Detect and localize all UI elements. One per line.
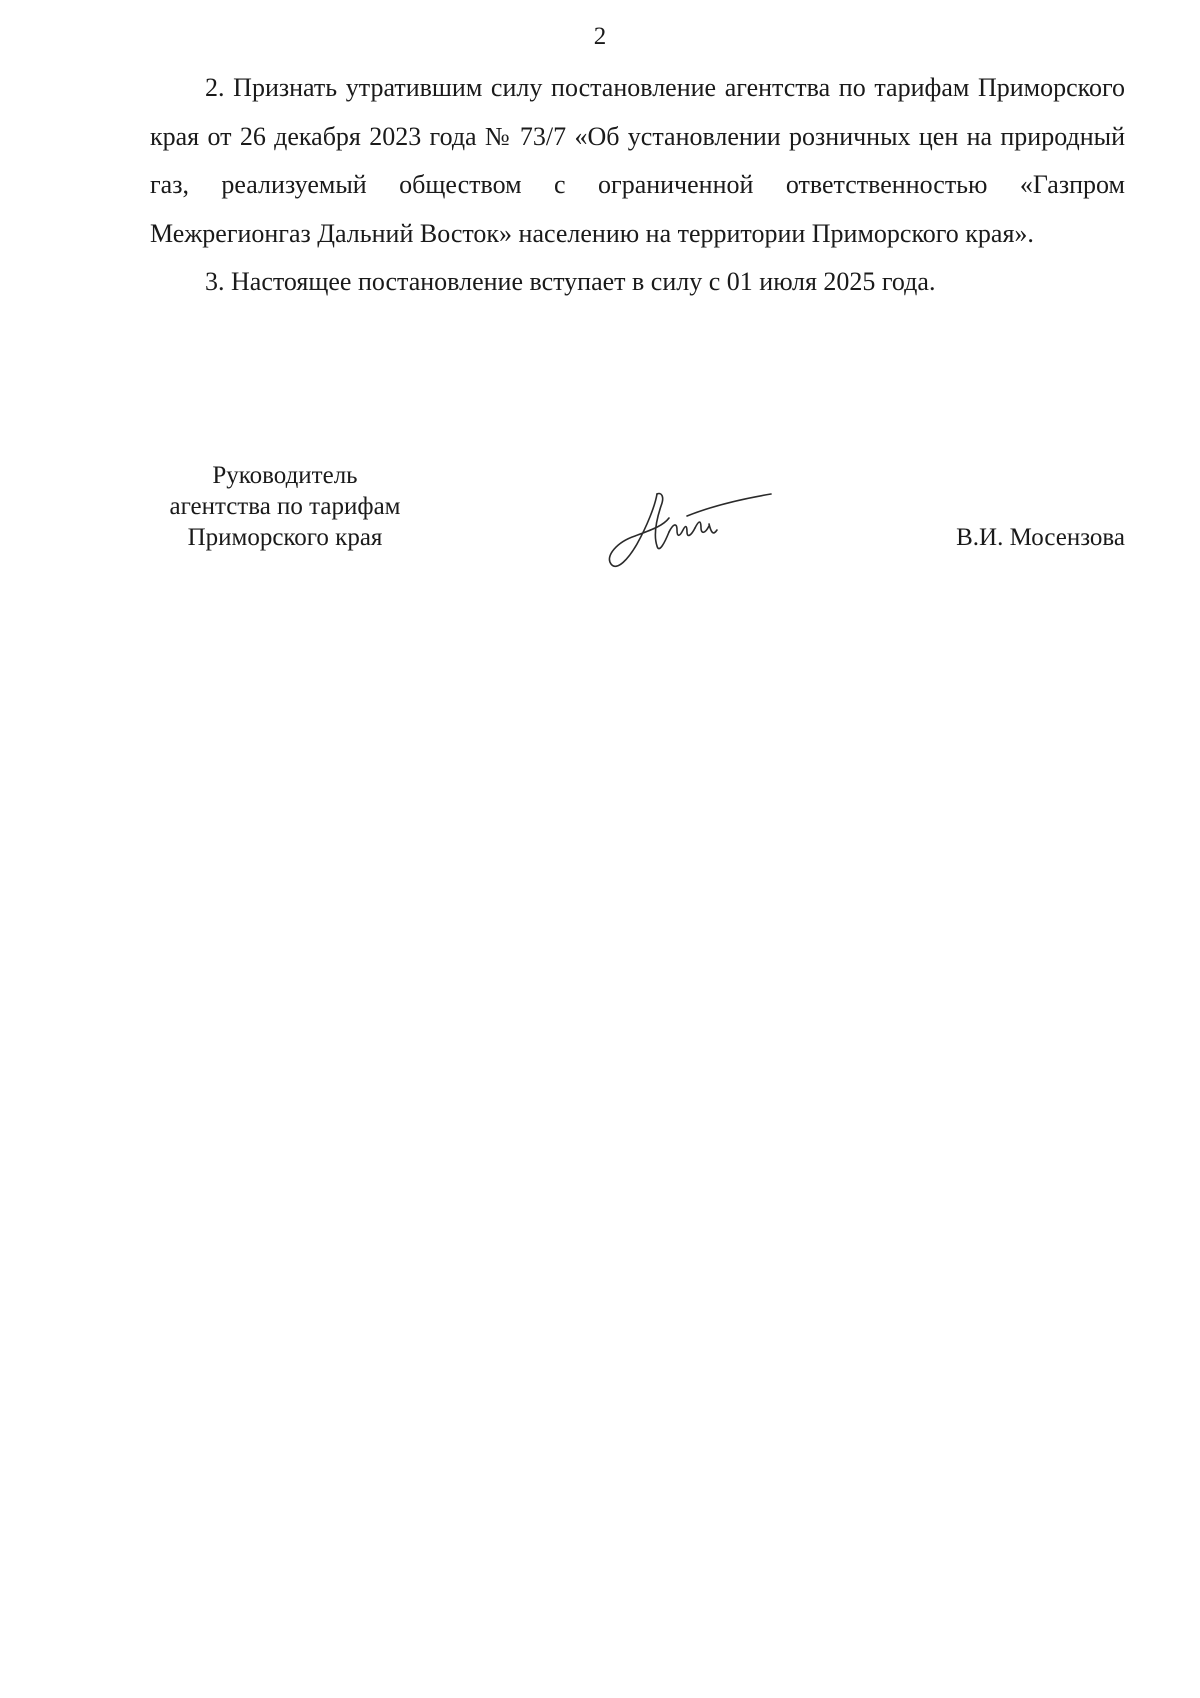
signatory-name: В.И. Мосензова	[956, 524, 1125, 551]
page-number: 2	[593, 23, 607, 50]
signatory-position	[140, 460, 430, 553]
handwritten-signature-icon	[595, 476, 795, 576]
position-line-2: агентства по тарифам	[169, 493, 401, 520]
paragraph-repeal-clause: 2. Признать утратившим силу постановление агентства по тарифам Приморского края от 26 декабря 2023 года № 73/7 «Об установлении розничных цен на природный газ, реализуемый обществом с ограниченной ответственностью «Газпром Межрегионгаз Дальний Восток» населению на территории Приморского края».	[150, 73, 1125, 248]
signature-block	[0, 460, 1200, 600]
position-line-1: Руководитель	[212, 462, 358, 489]
paragraph-effective-date: 3. Настоящее постановление вступает в силу с 01 июля 2025 года.	[205, 267, 936, 296]
document-body	[150, 64, 1125, 307]
position-line-3: Приморского края	[187, 524, 383, 551]
